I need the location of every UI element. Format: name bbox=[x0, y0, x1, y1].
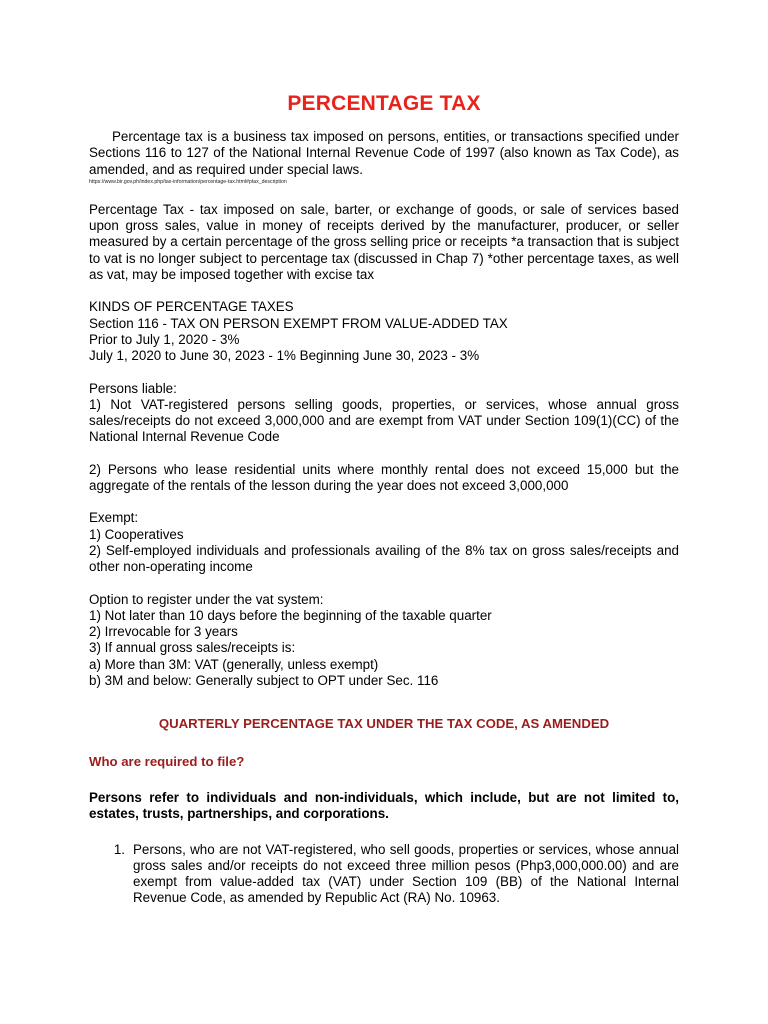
who-heading: Who are required to file? bbox=[89, 753, 245, 769]
intro-paragraph: Percentage tax is a business tax imposed on persons, entities, or transactions specified under Sections 116 to 127 of the National Internal Revenue Code of 1997 (also known as Tax Code), as amended, and as required under special laws. bbox=[89, 129, 679, 177]
quarterly-heading: QUARTERLY PERCENTAGE TAX UNDER THE TAX CODE, AS AMENDED bbox=[158, 716, 610, 732]
exempt-item-1: 1) Cooperatives bbox=[89, 526, 184, 542]
section-116-line: Section 116 - TAX ON PERSON EXEMPT FROM VALUE-ADDED TAX bbox=[89, 315, 508, 331]
definition-paragraph: Percentage Tax - tax imposed on sale, barter, or exchange of goods, or sale of services based upon gross sales, value in money of receipts derived by the manufacturer, producer, or seller measured by a certain percentage of the gross selling price or receipts *a transaction that is subject to vat is no longer subject to percentage tax (discussed in Chap 7) *other percentage taxes, as well as vat, may be imposed together with excise tax bbox=[89, 201, 679, 283]
rate-line-2: July 1, 2020 to June 30, 2023 - 1% Beginning June 30, 2023 - 3% bbox=[89, 348, 480, 364]
page-title: PERCENTAGE TAX bbox=[287, 92, 481, 115]
option-item-b: b) 3M and below: Generally subject to OPT under Sec. 116 bbox=[89, 673, 439, 689]
source-url: https://www.bir.gov.ph/index.php/tax-information/percentage-tax.html#ptax_description bbox=[89, 178, 287, 185]
persons-liable-item-2: 2) Persons who lease residential units where monthly rental does not exceed 15,000 but the aggregate of the rentals of the lesson during the year does not exceed 3,000,000 bbox=[89, 461, 679, 494]
numbered-list bbox=[89, 842, 679, 907]
exempt-heading: Exempt: bbox=[89, 510, 139, 526]
option-heading: Option to register under the vat system: bbox=[89, 591, 324, 607]
option-item-a: a) More than 3M: VAT (generally, unless exempt) bbox=[89, 656, 379, 672]
kinds-heading: KINDS OF PERCENTAGE TAXES bbox=[89, 299, 294, 315]
option-item-1: 1) Not later than 10 days before the beginning of the taxable quarter bbox=[89, 607, 492, 623]
list-number: 1. bbox=[113, 841, 125, 857]
option-item-2: 2) Irrevocable for 3 years bbox=[89, 624, 238, 640]
list-item bbox=[89, 842, 679, 907]
persons-liable-item-1: 1) Not VAT-registered persons selling goods, properties, or services, whose annual gross sales/receipts do not exceed 3,000,000 and are exempt from VAT under Section 109(1)(CC) of the National Internal Revenue Code bbox=[89, 396, 679, 445]
persons-refer-paragraph: Persons refer to individuals and non-individuals, which include, but are not limited to, estates, trusts, partnerships, and corporations. bbox=[89, 789, 679, 822]
list-text: Persons, who are not VAT-registered, who sell goods, properties or services, whose annual gross sales and/or receipts do not exceed three million pesos (Php3,000,000.00) and are exempt from value-added tax (VAT) under Section 109 (BB) of the National Internal Revenue Code, as amended by Republic Act (RA) No. 10963. bbox=[133, 841, 679, 906]
exempt-item-2: 2) Self-employed individuals and professionals availing of the 8% tax on gross sales/receipts and other non-operating income bbox=[89, 542, 679, 575]
document-page bbox=[89, 92, 679, 907]
persons-liable-heading: Persons liable: bbox=[89, 380, 177, 396]
rate-line-1: Prior to July 1, 2020 - 3% bbox=[89, 331, 240, 347]
option-item-3: 3) If annual gross sales/receipts is: bbox=[89, 640, 296, 656]
